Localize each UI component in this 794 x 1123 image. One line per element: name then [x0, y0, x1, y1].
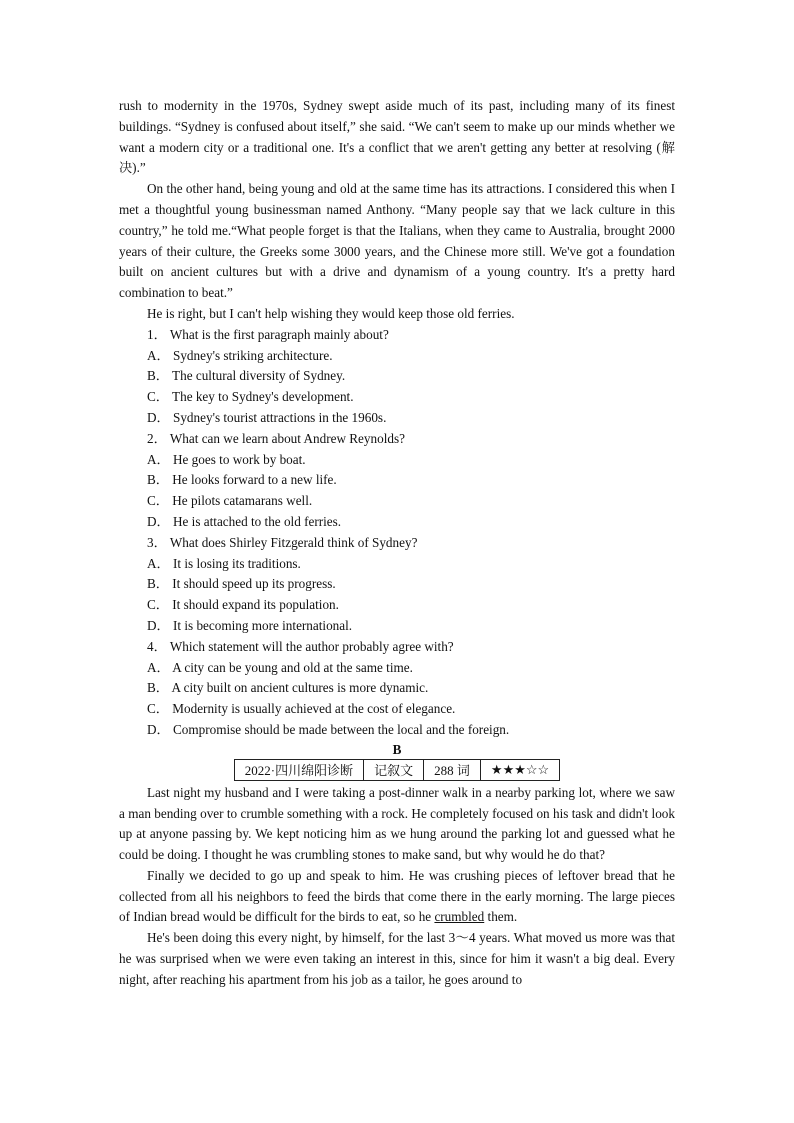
passage-b-paragraph-2 — [119, 866, 675, 928]
text-segment: Finally we decided to go up and speak to him. He was crushing pieces of leftover bread that he collected from all his neighbors to feed the birds that come there in the early morning. The large pieces of Indian bread would be difficult for the birds to eat, so he — [119, 867, 675, 925]
option-a: A． Sydney's striking architecture. — [147, 347, 333, 363]
option-a: A． He goes to work by boat. — [147, 451, 306, 467]
passage-a-paragraph-3: He is right, but I can't help wishing they would keep those old ferries. — [147, 305, 515, 321]
option-c: C． He pilots catamarans well. — [147, 493, 313, 509]
option-b: B． It should speed up its progress. — [147, 576, 336, 592]
source-cell: 2022·四川绵阳诊断 — [234, 759, 363, 780]
underlined-word: crumbled — [434, 909, 485, 925]
option-d: D． Compromise should be made between the local and the foreign. — [147, 721, 510, 737]
question-stem: 4． Which statement will the author probably agree with? — [147, 638, 454, 654]
genre-cell: 记叙文 — [364, 759, 424, 780]
option-d: D． Sydney's tourist attractions in the 1960s. — [147, 409, 387, 425]
option-c: C． Modernity is usually achieved at the cost of elegance. — [147, 701, 456, 717]
option-b: B． He looks forward to a new life. — [147, 472, 337, 488]
question-stem: 1． What is the first paragraph mainly about? — [147, 326, 389, 342]
text-segment: them. — [484, 909, 518, 925]
passage-b-paragraph-1: Last night my husband and I were taking a post-dinner walk in a nearby parking lot, where we saw a man bending over to crumble something with a rock. He completely focused on his task and didn't look up at anyone passing by. We kept noticing him as we hung around the parking lot and guessed what he could be doing. I thought he was crumbling stones to make sand, but why would he do that? — [119, 784, 675, 863]
section-b-title: B — [392, 741, 402, 757]
question-2 — [119, 429, 675, 533]
passage-a-paragraph-1: rush to modernity in the 1970s, Sydney swept aside much of its past, including many of its finest buildings. “Sydney is confused about itself,” she said. “We can't seem to make up our minds whether we want a modern city or a traditional one. It's a conflict that we aren't getting any better at resolving (解决).” — [119, 98, 675, 176]
option-c: C． It should expand its population. — [147, 597, 339, 613]
passage-info-table — [234, 759, 560, 781]
question-stem: 3． What does Shirley Fitzgerald think of Sydney? — [147, 534, 418, 550]
option-a: A． A city can be young and old at the same time. — [147, 659, 413, 675]
option-b: B． The cultural diversity of Sydney. — [147, 368, 346, 384]
option-d: D． He is attached to the old ferries. — [147, 513, 342, 529]
option-b: B． A city built on ancient cultures is more dynamic. — [147, 680, 429, 696]
document-page — [119, 96, 675, 991]
question-1 — [119, 325, 675, 429]
word-count-cell: 288 词 — [424, 759, 481, 780]
passage-a-paragraph-2: On the other hand, being young and old at the same time has its attractions. I considered this when I met a thoughtful young businessman named Anthony. “Many people say that we lack culture in this country,” he told me.“What people forget is that the Italians, when they came to Australia, brought 2000 years of their culture, the Greeks some 3000 years, and the Chinese more still. We've got a foundation built on ancient cultures but with a drive and dynamism of a young country. It's a pretty hard combination to beat.” — [119, 181, 675, 301]
passage-b-paragraph-3: He's been doing this every night, by himself, for the last 3～4 years. What moved us more was that he was surprised when we were even taking an interest in this, since for him it wasn't a big deal. Every night, after reaching his apartment from his job as a tailor, he goes around to — [119, 930, 675, 987]
difficulty-stars-cell: ★★★☆☆ — [480, 759, 559, 780]
option-a: A． It is losing its traditions. — [147, 555, 301, 571]
option-c: C． The key to Sydney's development. — [147, 389, 354, 405]
question-3 — [119, 533, 675, 637]
question-4 — [119, 637, 675, 741]
option-d: D． It is becoming more international. — [147, 617, 353, 633]
question-stem: 2． What can we learn about Andrew Reynolds? — [147, 430, 405, 446]
